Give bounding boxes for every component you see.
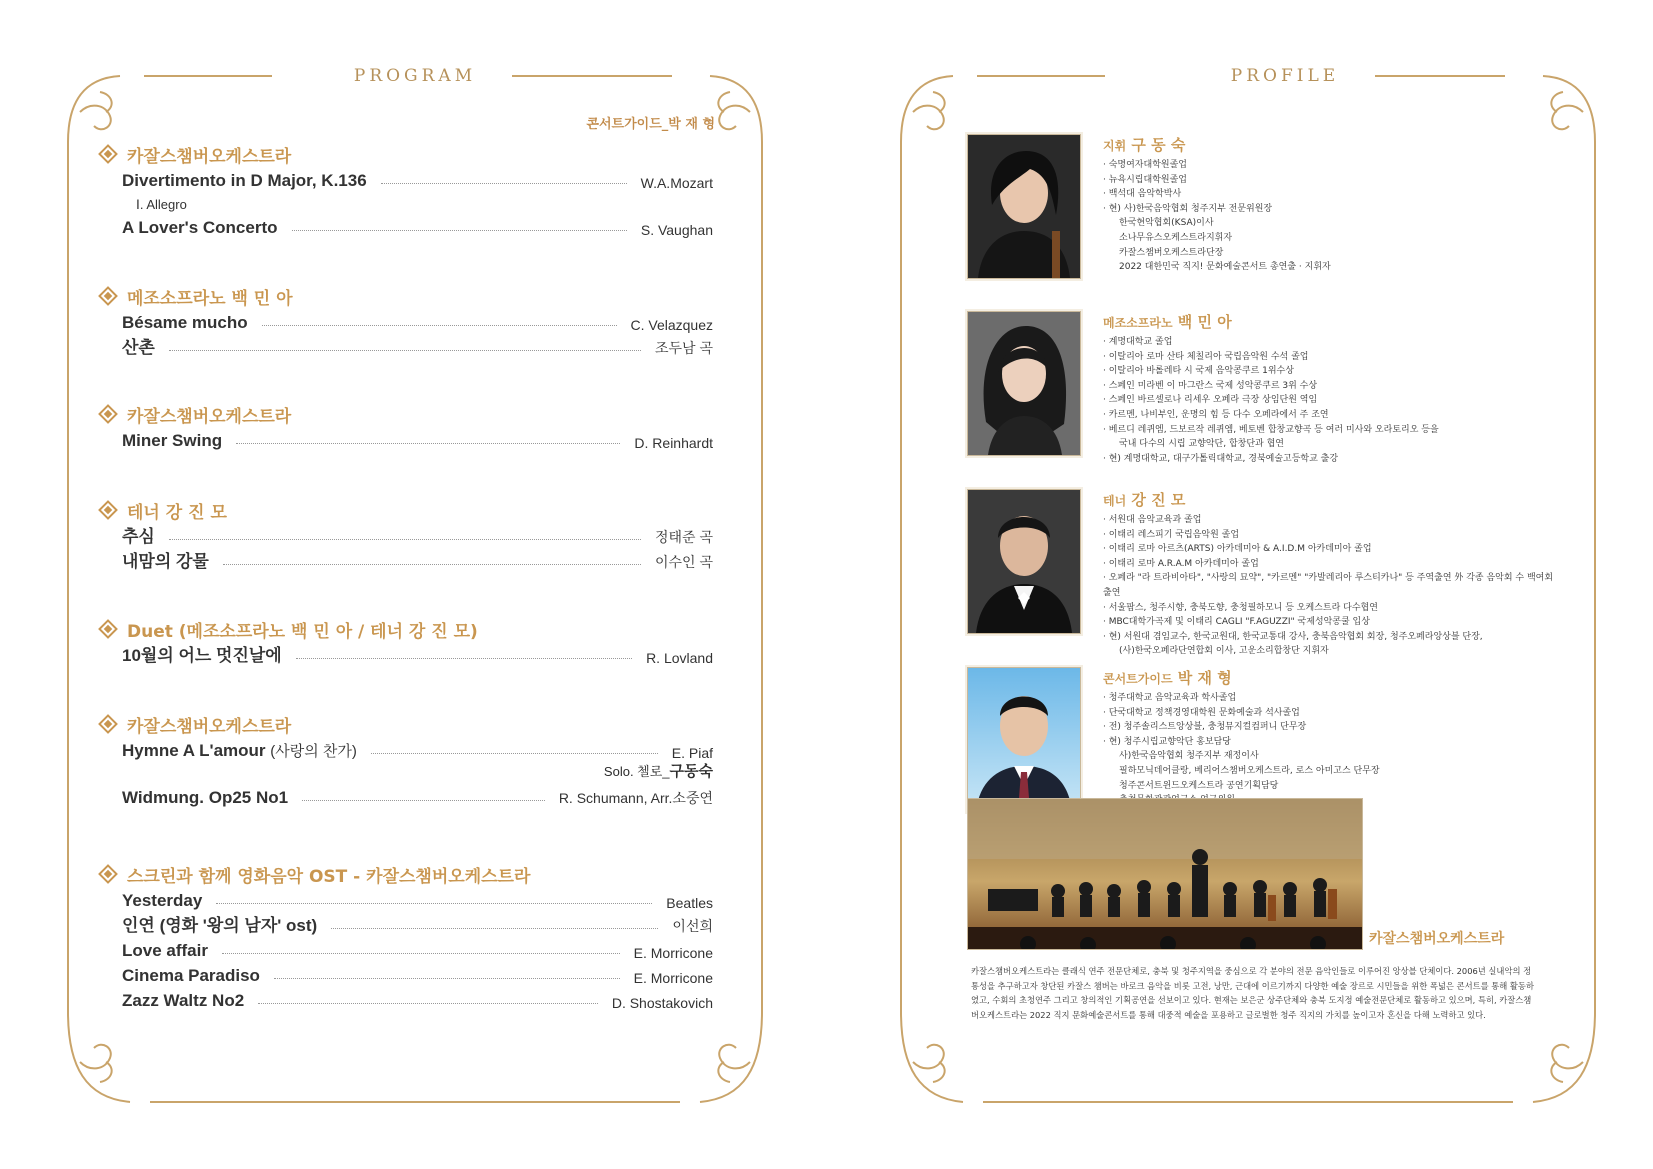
leader-dots [223,564,641,565]
program-item [122,961,713,986]
piece-title: 산촌 [122,338,155,357]
profile-person-name: 백 민 아 [1177,313,1232,331]
performer-name: 테너 강 진 모 [127,502,227,523]
leader-dots [258,1003,598,1004]
profile-info [1103,311,1563,466]
bio-line: 국내 다수의 시립 교향악단, 합창단과 협연 [1119,439,1284,450]
composer: E. Morricone [633,945,713,961]
composer: Beatles [666,895,713,911]
bio-line: · 서울팝스, 청주시향, 충북도향, 충청필하모니 등 오케스트라 다수협연 [1103,602,1378,613]
program-item [122,547,713,572]
profile-info [1103,489,1563,659]
solo-credit [98,761,713,783]
diamond-icon [98,714,118,734]
movement-title: Ⅰ. Allegro [136,197,187,212]
piece-subtitle: (사랑의 찬가) [270,743,357,760]
piece-title: Bésame mucho [122,313,248,332]
diamond-icon [98,619,118,639]
bio-line: · 전) 청주솔리스트앙상블, 충청뮤지컬컴퍼니 단무장 [1103,722,1307,733]
bio-line: · 이태리 로마 아르츠(ARTS) 아카데미아 & A.I.D.M 아카데미아 졸업 [1103,544,1372,555]
profile-person-name: 구 동 숙 [1131,136,1186,154]
leader-dots [216,903,652,904]
section-header [98,402,713,426]
profile-info [1103,667,1563,808]
leader-dots [262,325,617,326]
program-section [98,284,713,358]
profile-role: 메조소프라노 [1103,316,1173,330]
performer-name: 스크린과 함께 영화음악 OST - 카잘스챔버오케스트라 [127,866,531,887]
leader-dots [381,183,627,184]
bio-line: · 뉴욕시립대학원졸업 [1103,174,1187,185]
profile-person-name: 강 진 모 [1131,491,1186,509]
profile-title: PROFILE [1230,66,1340,86]
bio-line: · 카르멘, 나비부인, 운명의 힘 등 다수 오페라에서 주 조연 [1103,409,1329,420]
tenor-photo [967,489,1081,634]
leader-dots [371,753,658,754]
profile-bio [1103,158,1563,275]
program-panel [60,62,770,1112]
bio-line: 2022 대한민국 직지! 문화예술콘서트 총연출 · 지휘자 [1119,262,1331,273]
diamond-icon [98,404,118,424]
composer: C. Velazquez [630,317,713,333]
leader-dots [274,978,620,979]
bio-line: 청주콘서트윈드오케스트라 공연기획담당 [1119,780,1279,791]
diamond-icon [98,864,118,884]
bio-line: · 숙명여자대학원졸업 [1103,160,1187,170]
program-section [98,712,713,808]
program-item [122,886,713,911]
piece-title [122,740,357,761]
program-item [122,426,713,451]
mezzo-photo [967,311,1081,456]
composer: W.A.Mozart [640,175,713,191]
composer: D. Shostakovich [611,995,713,1011]
leader-dots [222,953,620,954]
program-title: PROGRAM [353,66,477,86]
bio-line: · 이탈리아 바롤레타 시 국제 음악콩쿠르 1위수상 [1103,366,1294,377]
performer-name: 카잘스챔버오케스트라 [127,146,292,167]
performer-name: 메조소프라노 백 민 아 [127,288,293,309]
profile-role: 콘서트가이드 [1103,672,1173,686]
profile-panel [893,62,1603,1112]
bio-line: · 단국대학교 정책경영대학원 문화예술과 석사졸업 [1103,707,1300,718]
leader-dots [169,539,641,540]
bio-line: · 청주대학교 음악교육과 학사졸업 [1103,693,1237,703]
program-item [122,522,713,547]
profile-role: 테너 [1103,494,1127,508]
bio-line: · 베르디 레퀴엠, 드보르작 레퀴엠, 베토벤 합창교향곡 등 여러 미사와 오라토리오 등을 [1103,424,1439,435]
bio-line: 사)한국음악협회 청주지부 재정이사 [1119,751,1259,762]
bio-line: · 백석대 음악학박사 [1103,189,1182,200]
bio-line: · 계명대학교 졸업 [1103,337,1173,347]
guide-photo [967,667,1081,812]
program-section [98,862,713,1011]
composer: 정태준 곡 [655,529,713,545]
piece-title: 추심 [122,527,155,546]
performer-name: 카잘스챔버오케스트라 [127,716,292,737]
composer: 조두남 곡 [655,340,713,356]
leader-dots [236,443,620,444]
conductor-photo [967,134,1081,279]
piece-title: 10월의 어느 멋진날에 [122,646,282,665]
program-item [122,166,713,191]
section-header [98,498,713,522]
performer-name: Duet (메조소프라노 백 민 아 / 테너 강 진 모) [127,621,478,642]
guide-credit: 콘서트가이드_박 재 형 [586,117,715,132]
leader-dots [292,230,627,231]
bio-line: · 현) 계명대학교, 대구가톨릭대학교, 경북예술고등학교 출강 [1103,453,1339,464]
diamond-icon [98,144,118,164]
program-section [98,142,713,238]
profile-info [1103,134,1563,275]
composer: D. Reinhardt [634,435,713,451]
bio-line: · 서원대 음악교육과 졸업 [1103,515,1202,525]
program-item [122,783,713,808]
piece-title-main: Hymne A L'amour [122,741,266,760]
bio-line: · 오페라 "라 트라비아타", "사랑의 묘약", "카르멘" "카발레리아 루스티카나" 등 주역출연 外 각종 음악회 수 백여회 출연 [1103,573,1554,598]
orchestra-photo [967,798,1363,950]
program-section [98,402,713,451]
performer-name: 카잘스챔버오케스트라 [127,406,292,427]
program-item [122,936,713,961]
orchestra-name: 카잘스챔버오케스트라 [1369,931,1505,947]
program-section [98,617,713,666]
section-header [98,862,713,886]
piece-title: Miner Swing [122,431,223,450]
bio-line: · 스페인 미라벤 이 마그란스 국제 성악콩쿠르 3위 수상 [1103,380,1318,391]
bio-line: · 현) 사)한국음악협회 청주지부 전문위원장 [1103,203,1273,214]
profile-bio [1103,513,1563,659]
composer: 이선희 [672,918,713,934]
bio-line: 소나무유스오케스트라지휘자 [1119,232,1233,243]
bio-line: 한국현악협회(KSA)이사 [1119,218,1214,229]
bio-line: · 현) 서원대 겸임교수, 한국교원대, 한국교통대 강사, 충북음악협회 회장, 청주오페라앙상블 단장, [1103,631,1483,642]
program-section [98,498,713,572]
program-item [122,213,713,238]
solo-prefix: Solo. 첼로_ [603,764,670,779]
program-item [122,986,713,1011]
composer: R. Lovland [646,650,713,666]
profile-role: 지휘 [1103,139,1127,153]
leader-dots [169,350,641,351]
diamond-icon [98,500,118,520]
profile-name [1103,134,1563,156]
leader-dots [302,800,545,801]
composer: S. Vaughan [640,222,713,238]
piece-title: Widmung. Op25 No1 [122,788,289,807]
program-item [122,308,713,333]
orchestra-description: 카잘스챔버오케스트라는 클래식 연주 전문단체로, 충북 및 청주지역을 중심으로 각 분야의 전문 음악인들로 이루어진 앙상블 단체이다. 2006년 실내악의 정통성을 추구하고자 창단된 카잘스 챔버는 바로크 음악을 비롯 고전, 낭만, 근대에 이르기까지 다양한 예술 장르로 시민들을 위한 폭넓은 콘서트를 통해 활동하였고, 수회의 초청연주 그리고 창의적인 기획공연을 선보이고 있다. 현재는 보은군 상주단체와 충북 도지정 예술전문단체로 활동하고 있으며, 특히, 카잘스챔버오케스트라는 2022 직지 문화예술콘서트를 통해 대중적 예술을 포용하고 글로벌한 청주 직지의 가치를 높이고자 혼신을 다해 노력하고 있다. [971,966,1534,1020]
bio-line: 필하모닉데어클랑, 베리어스챔버오케스트라, 로스 아미고스 단무장 [1119,765,1380,776]
bio-line: · 현) 청주시립교향악단 홍보담당 [1103,736,1231,747]
profile-name [1103,489,1563,511]
bio-line: · 이태리 로마 A.R.A.M 아카데미아 졸업 [1103,558,1259,569]
piece-title: Zazz Waltz No2 [122,991,245,1010]
leader-dots [296,658,632,659]
piece-title: 인연 (영화 '왕의 남자' ost) [122,916,318,935]
profile-bio [1103,335,1563,466]
composer: 이수인 곡 [655,554,713,570]
piece-title: A Lover's Concerto [122,218,278,237]
piece-title: Cinema Paradiso [122,966,260,985]
composer: R. Schumann, Arr.소중연 [558,790,713,806]
movement-item [136,191,713,213]
diamond-icon [98,286,118,306]
profile-bio [1103,691,1563,808]
bio-line: · 스페인 바르셀로나 리세우 오페라 극장 상임단원 역임 [1103,395,1318,406]
profile-person-name: 박 재 형 [1177,669,1232,687]
bio-line: 카잘스챔버오케스트라단장 [1119,247,1224,258]
profile-name [1103,311,1563,333]
bio-line: · MBC대학가곡제 및 이태리 CAGLI "F.AGUZZI" 국제성악콩쿨 입상 [1103,617,1370,628]
program-item [122,333,713,358]
solo-name: 구동숙 [669,763,713,780]
profile-name [1103,667,1563,689]
section-header [98,142,713,166]
piece-title: Yesterday [122,891,203,910]
program-item [122,641,713,666]
bio-line: · 이태리 레스피기 국립음악원 졸업 [1103,529,1240,540]
program-item [122,911,713,936]
section-header [98,712,713,736]
bio-line: (사)한국오페라단연합회 이사, 고운소리합창단 지휘자 [1119,646,1329,657]
program-item [122,736,713,761]
piece-title: Love affair [122,941,208,960]
section-header [98,284,713,308]
leader-dots [331,928,658,929]
bio-line: · 이탈리아 로마 산타 체칠리아 국립음악원 수석 졸업 [1103,351,1309,362]
piece-title: Divertimento in D Major, K.136 [122,171,367,190]
piece-title: 내맘의 강물 [122,552,209,571]
composer: E. Morricone [633,970,713,986]
section-header [98,617,713,641]
composer: E. Piaf [671,745,713,761]
